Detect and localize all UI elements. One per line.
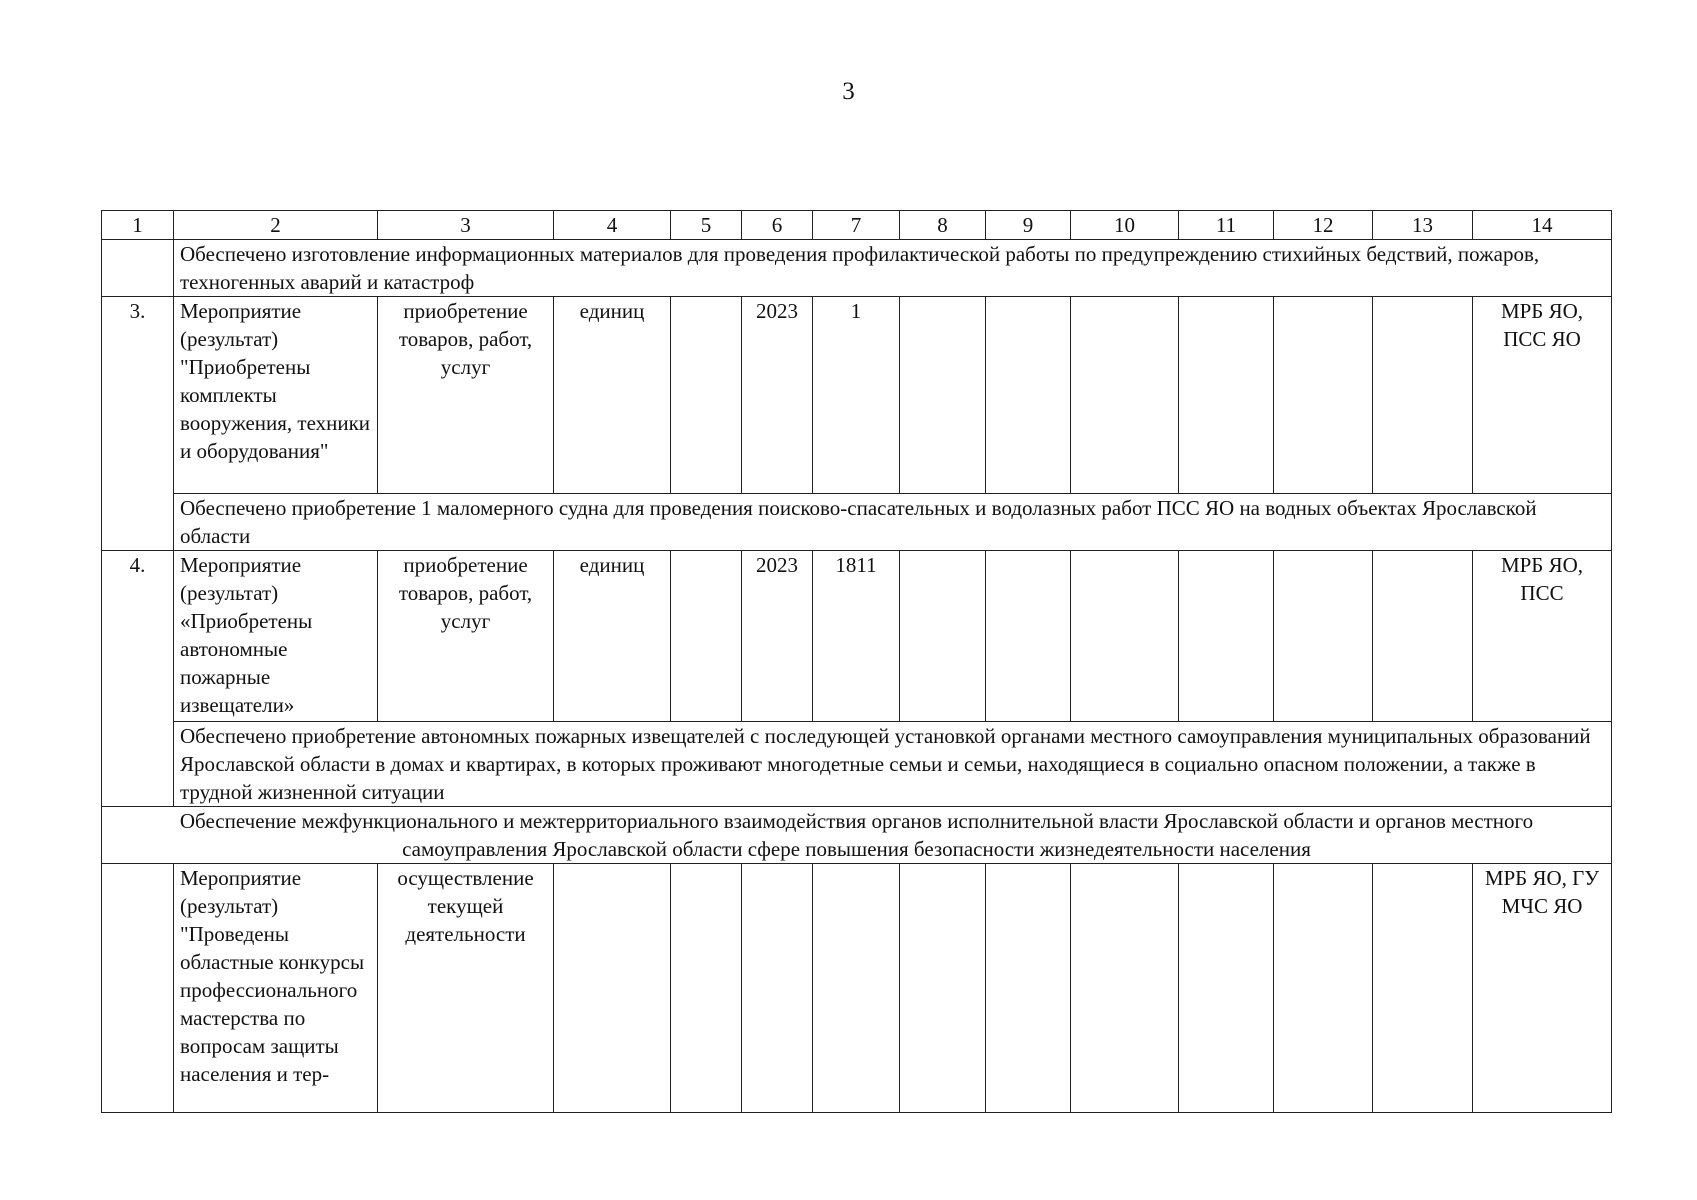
column-number: 4 — [554, 211, 671, 240]
empty-cell — [900, 864, 986, 1113]
year — [742, 864, 813, 1113]
activity-type: приобретение товаров, работ, услуг — [378, 551, 554, 722]
row-number — [102, 864, 174, 1113]
column-number: 9 — [986, 211, 1071, 240]
responsible: МРБ ЯО, ПСС — [1473, 551, 1612, 722]
empty-cell — [900, 297, 986, 494]
row-number: 4. — [102, 551, 174, 807]
responsible: МРБ ЯО, ГУ МЧС ЯО — [1473, 864, 1612, 1113]
page-number: 3 — [842, 78, 855, 105]
section-title: Обеспечение межфункционального и межтерриториального взаимодействия органов исполнительной власти Ярославской области и органов местного самоуправления Ярославской области сфере повышения безопасности жизнедеятельности населения — [102, 807, 1612, 864]
column-number: 11 — [1179, 211, 1274, 240]
table-row — [102, 551, 1612, 722]
row-number: 3. — [102, 297, 174, 551]
cell-col5 — [671, 297, 742, 494]
activity-type: осуществление текущей деятельности — [378, 864, 554, 1113]
activities-table — [101, 210, 1612, 1113]
section-row — [102, 807, 1612, 864]
empty-cell — [1274, 864, 1373, 1113]
column-number: 13 — [1373, 211, 1473, 240]
unit: единиц — [554, 551, 671, 722]
unit — [554, 864, 671, 1113]
activity-type: приобретение товаров, работ, услуг — [378, 297, 554, 494]
year: 2023 — [742, 551, 813, 722]
column-number: 3 — [378, 211, 554, 240]
empty-cell — [1274, 297, 1373, 494]
empty-cell — [1373, 864, 1473, 1113]
value: 1 — [813, 297, 900, 494]
description-row — [102, 494, 1612, 551]
empty-cell — [900, 551, 986, 722]
table-row — [102, 297, 1612, 494]
empty-cell — [986, 297, 1071, 494]
table-row — [102, 864, 1612, 1113]
empty-cell — [1179, 551, 1274, 722]
cell-col5 — [671, 864, 742, 1113]
activity-name: Мероприятие (результат) "Приобретены комплекты вооружения, техники и оборудования" — [174, 297, 378, 494]
cell-col5 — [671, 551, 742, 722]
column-number: 5 — [671, 211, 742, 240]
year: 2023 — [742, 297, 813, 494]
column-number: 14 — [1473, 211, 1612, 240]
empty-cell — [1373, 551, 1473, 722]
column-number: 10 — [1071, 211, 1179, 240]
value: 1811 — [813, 551, 900, 722]
column-number-row — [102, 211, 1612, 240]
empty-cell — [986, 864, 1071, 1113]
column-number: 2 — [174, 211, 378, 240]
empty-cell — [1071, 551, 1179, 722]
empty-cell — [1179, 297, 1274, 494]
empty-cell — [1274, 551, 1373, 722]
unit: единиц — [554, 297, 671, 494]
result-description: Обеспечено изготовление информационных материалов для проведения профилактической работы по предупреждению стихийных бедствий, пожаров, техногенных аварий и катастроф — [174, 240, 1612, 297]
description-row — [102, 722, 1612, 807]
empty-cell — [986, 551, 1071, 722]
column-number: 12 — [1274, 211, 1373, 240]
activity-name: Мероприятие (результат) «Приобретены автономные пожарные извещатели» — [174, 551, 378, 722]
column-number: 6 — [742, 211, 813, 240]
empty-cell — [1179, 864, 1274, 1113]
value — [813, 864, 900, 1113]
responsible: МРБ ЯО, ПСС ЯО — [1473, 297, 1612, 494]
result-description: Обеспечено приобретение автономных пожарных извещателей с последующей установкой органами местного самоуправления муниципальных образований Ярославской области в домах и квартирах, в которых проживают многодетные семьи и семьи, находящиеся в социально опасном положении, а также в трудной жизненной ситуации — [174, 722, 1612, 807]
column-number: 7 — [813, 211, 900, 240]
column-number: 8 — [900, 211, 986, 240]
empty-cell — [1071, 864, 1179, 1113]
result-description: Обеспечено приобретение 1 маломерного судна для проведения поисково-спасательных и водолазных работ ПСС ЯО на водных объектах Ярославской области — [174, 494, 1612, 551]
empty-cell — [1373, 297, 1473, 494]
activity-name: Мероприятие (результат) "Проведены областные конкурсы профессионального мастерства по вопросам защиты населения и тер- — [174, 864, 378, 1113]
column-number: 1 — [102, 211, 174, 240]
empty-cell — [102, 240, 174, 297]
description-row — [102, 240, 1612, 297]
empty-cell — [1071, 297, 1179, 494]
